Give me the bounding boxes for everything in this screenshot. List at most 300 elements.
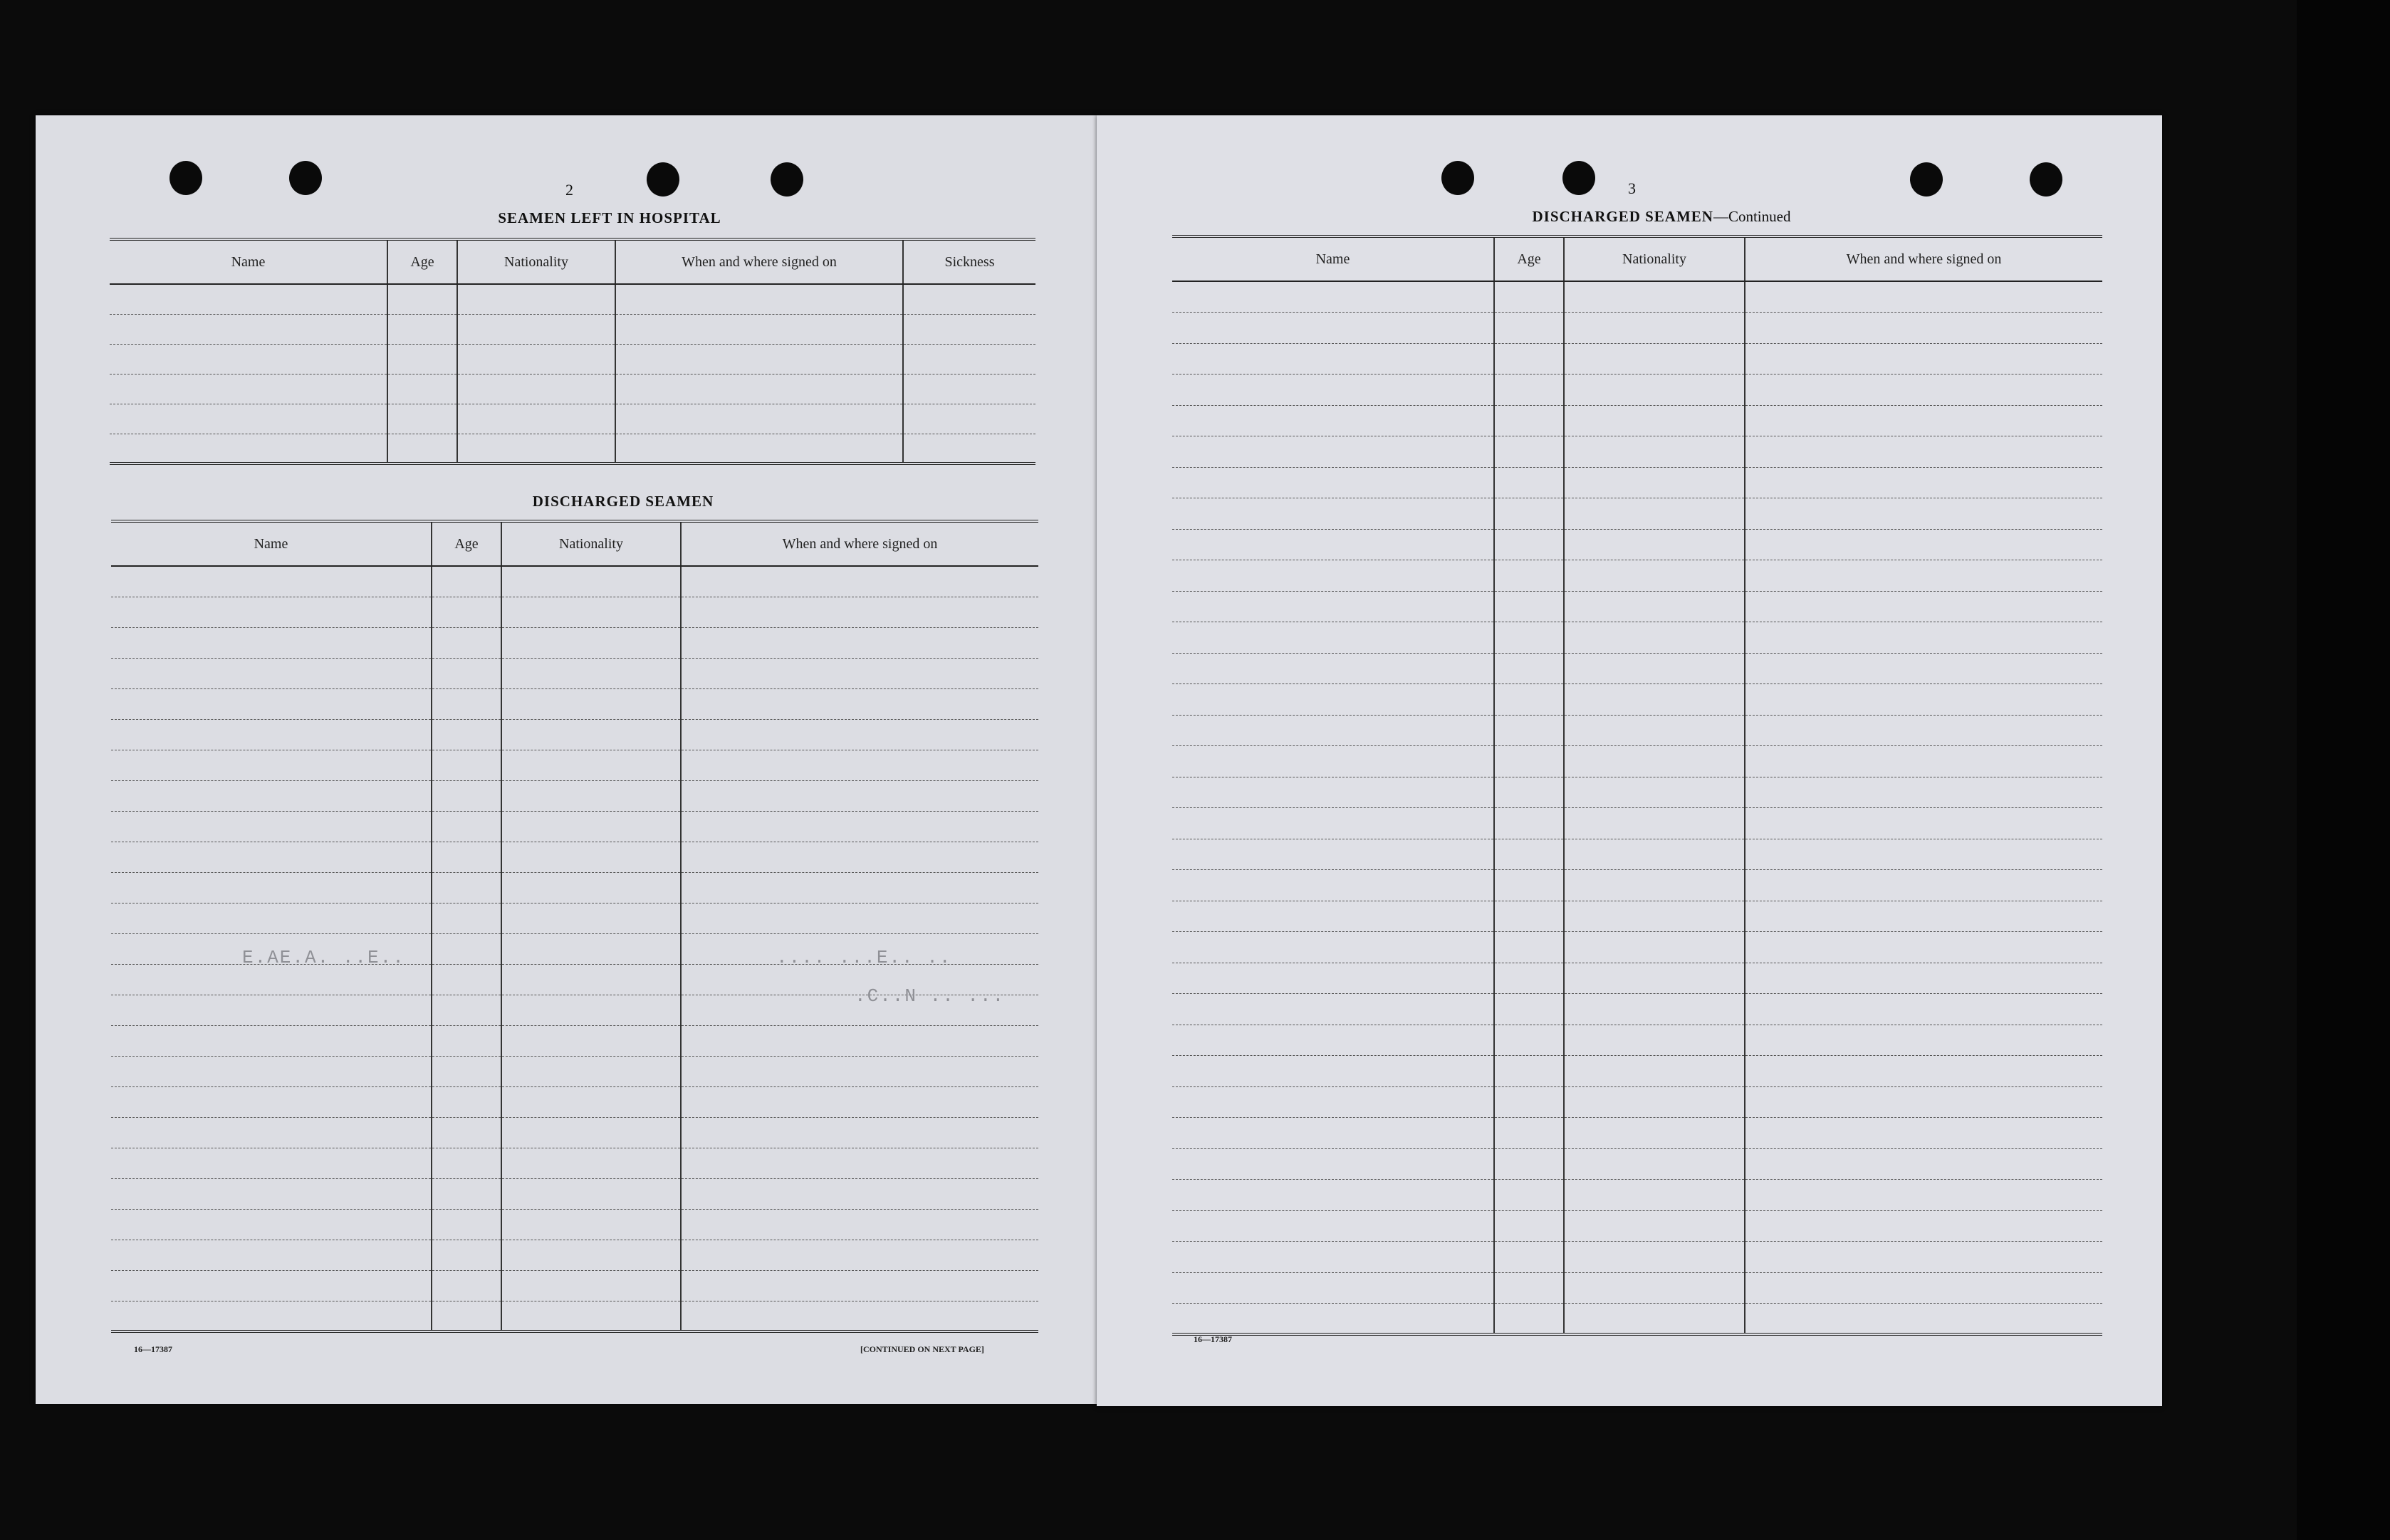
column-header: Sickness [903, 239, 1035, 284]
blank-cell [681, 1117, 1038, 1148]
blank-cell [1564, 1272, 1745, 1304]
blank-cell [111, 1301, 432, 1331]
blank-cell [1745, 498, 2102, 530]
blank-cell [1564, 870, 1745, 901]
blank-cell [1172, 839, 1494, 870]
blank-cell [110, 404, 387, 434]
blank-cell [1494, 1304, 1564, 1335]
discharged-table-left [111, 520, 1038, 1333]
blank-cell [110, 314, 387, 344]
blank-cell [1494, 1148, 1564, 1180]
blank-cell [432, 1178, 501, 1209]
blank-cell [111, 719, 432, 750]
table-row [1172, 1086, 2102, 1118]
blank-cell [111, 1270, 432, 1301]
table-row [111, 1148, 1038, 1178]
blank-cell [1745, 653, 2102, 684]
hospital-section-title: SEAMEN LEFT IN HOSPITAL [498, 209, 721, 226]
blank-cell [1494, 313, 1564, 344]
blank-cell [1494, 436, 1564, 468]
blank-cell [681, 872, 1038, 903]
table-row [111, 1209, 1038, 1240]
blank-cell [1745, 281, 2102, 313]
blank-cell [432, 1240, 501, 1270]
table-row [1172, 591, 2102, 622]
table-row [111, 811, 1038, 842]
blank-cell [681, 1301, 1038, 1331]
blank-cell [681, 780, 1038, 811]
blank-cell [1745, 529, 2102, 560]
faded-entry-text: .... ...E.. .. [776, 947, 952, 968]
table-row [111, 1117, 1038, 1148]
blank-cell [501, 688, 681, 719]
blank-cell [1172, 405, 1494, 436]
table-row [111, 1270, 1038, 1301]
blank-cell [1564, 313, 1745, 344]
blank-cell [1564, 343, 1745, 374]
blank-cell [1494, 901, 1564, 932]
table-row [1172, 1242, 2102, 1273]
blank-cell [501, 658, 681, 688]
blank-cell [501, 1117, 681, 1148]
blank-cell [432, 842, 501, 872]
table-row [111, 872, 1038, 903]
blank-cell [615, 434, 903, 463]
blank-cell [1564, 777, 1745, 808]
blank-cell [1172, 467, 1494, 498]
blank-cell [1494, 591, 1564, 622]
blank-cell [457, 434, 615, 463]
blank-cell [111, 688, 432, 719]
blank-cell [1745, 1118, 2102, 1149]
blank-cell [681, 1178, 1038, 1209]
punch-hole-icon [771, 162, 803, 197]
blank-cell [111, 1148, 432, 1178]
blank-cell [432, 1117, 501, 1148]
blank-cell [1494, 1210, 1564, 1242]
blank-cell [615, 344, 903, 374]
blank-cell [1172, 529, 1494, 560]
blank-cell [1494, 1242, 1564, 1273]
blank-cell [1494, 374, 1564, 406]
table-row [1172, 405, 2102, 436]
blank-cell [1494, 653, 1564, 684]
right-page [1097, 115, 2162, 1406]
blank-cell [903, 404, 1035, 434]
blank-cell [1564, 436, 1745, 468]
blank-cell [1172, 1304, 1494, 1335]
blank-cell [432, 627, 501, 658]
blank-cell [1745, 1180, 2102, 1211]
blank-cell [1172, 963, 1494, 994]
blank-cell [1745, 1272, 2102, 1304]
table-row [111, 780, 1038, 811]
punch-hole-icon [647, 162, 679, 197]
table-row [1172, 622, 2102, 654]
blank-cell [110, 374, 387, 404]
blank-cell [457, 374, 615, 404]
table-row [1172, 839, 2102, 870]
table-row [1172, 343, 2102, 374]
blank-cell [681, 1056, 1038, 1086]
blank-cell [1745, 808, 2102, 839]
blank-cell [1564, 467, 1745, 498]
blank-cell [1745, 932, 2102, 963]
blank-cell [1564, 963, 1745, 994]
blank-cell [1745, 405, 2102, 436]
column-header: Age [387, 239, 457, 284]
blank-cell [1745, 963, 2102, 994]
blank-cell [681, 1209, 1038, 1240]
table-row [1172, 498, 2102, 530]
blank-cell [615, 314, 903, 344]
column-header: When and where signed on [615, 239, 903, 284]
blank-cell [1745, 1242, 2102, 1273]
blank-cell [1172, 715, 1494, 746]
left-page [36, 115, 1097, 1404]
blank-cell [1745, 870, 2102, 901]
blank-cell [111, 1025, 432, 1056]
blank-cell [432, 750, 501, 780]
table-row [110, 404, 1035, 434]
column-header: Age [1494, 236, 1564, 281]
blank-cell [1745, 374, 2102, 406]
continued-note: [CONTINUED ON NEXT PAGE] [860, 1344, 984, 1354]
blank-cell [501, 933, 681, 964]
blank-cell [1564, 405, 1745, 436]
blank-cell [1745, 467, 2102, 498]
blank-cell [111, 566, 432, 597]
table-row [1172, 1025, 2102, 1056]
blank-cell [681, 719, 1038, 750]
blank-cell [681, 842, 1038, 872]
blank-cell [1564, 591, 1745, 622]
discharged-title-text: DISCHARGED SEAMEN [1532, 208, 1713, 225]
blank-cell [387, 404, 457, 434]
blank-cell [1745, 715, 2102, 746]
column-header: Nationality [457, 239, 615, 284]
blank-cell [1494, 1025, 1564, 1056]
blank-cell [457, 284, 615, 314]
blank-cell [432, 1025, 501, 1056]
blank-cell [681, 750, 1038, 780]
table-row [111, 719, 1038, 750]
table-row [1172, 963, 2102, 994]
blank-cell [432, 658, 501, 688]
blank-cell [501, 1148, 681, 1178]
discharged-continued-title [1458, 208, 1864, 226]
table-row [1172, 1148, 2102, 1180]
blank-cell [681, 597, 1038, 627]
blank-cell [111, 597, 432, 627]
blank-cell [501, 566, 681, 597]
blank-cell [432, 811, 501, 842]
table-row [111, 1301, 1038, 1331]
blank-cell [681, 1086, 1038, 1117]
blank-cell [387, 284, 457, 314]
blank-cell [1564, 1242, 1745, 1273]
punch-hole-icon [1562, 161, 1595, 195]
blank-cell [432, 1270, 501, 1301]
blank-cell [1172, 777, 1494, 808]
blank-cell [1564, 1304, 1745, 1335]
blank-cell [1172, 436, 1494, 468]
table-row [111, 627, 1038, 658]
blank-cell [1172, 1118, 1494, 1149]
blank-cell [1745, 591, 2102, 622]
blank-cell [1564, 560, 1745, 592]
blank-cell [501, 1209, 681, 1240]
blank-cell [111, 1086, 432, 1117]
column-header: When and where signed on [1745, 236, 2102, 281]
blank-cell [501, 750, 681, 780]
blank-cell [1494, 684, 1564, 716]
faded-entry-text: .C..N .. ... [855, 985, 1006, 1007]
blank-cell [432, 872, 501, 903]
blank-cell [1172, 1025, 1494, 1056]
table-row [1172, 1272, 2102, 1304]
discharged-title-suffix: —Continued [1713, 208, 1791, 225]
blank-cell [1494, 1086, 1564, 1118]
table-row [111, 566, 1038, 597]
blank-cell [1494, 1272, 1564, 1304]
blank-cell [1745, 684, 2102, 716]
table-row [1172, 1056, 2102, 1087]
blank-cell [1172, 560, 1494, 592]
blank-cell [432, 1086, 501, 1117]
table-row [1172, 467, 2102, 498]
blank-cell [501, 719, 681, 750]
blank-cell [1494, 343, 1564, 374]
scanner-background-strip [2297, 0, 2390, 1540]
column-header: Nationality [501, 521, 681, 566]
blank-cell [1494, 777, 1564, 808]
blank-cell [681, 658, 1038, 688]
blank-cell [681, 1270, 1038, 1301]
column-header: When and where signed on [681, 521, 1038, 566]
blank-cell [1745, 1210, 2102, 1242]
blank-cell [615, 404, 903, 434]
table-row [1172, 436, 2102, 468]
blank-cell [432, 964, 501, 995]
blank-cell [1172, 1242, 1494, 1273]
blank-cell [1172, 1272, 1494, 1304]
form-number: 16—17387 [134, 1344, 172, 1354]
blank-cell [387, 434, 457, 463]
blank-cell [1494, 932, 1564, 963]
blank-cell [110, 284, 387, 314]
blank-cell [1745, 839, 2102, 870]
table-row [111, 1240, 1038, 1270]
blank-cell [681, 811, 1038, 842]
blank-cell [501, 903, 681, 933]
blank-cell [111, 872, 432, 903]
table-row [1172, 684, 2102, 716]
blank-cell [1745, 746, 2102, 777]
blank-cell [501, 597, 681, 627]
blank-cell [1745, 436, 2102, 468]
blank-cell [501, 1086, 681, 1117]
table-row [111, 1025, 1038, 1056]
table-row [1172, 1210, 2102, 1242]
blank-cell [1494, 498, 1564, 530]
punch-hole-icon [2030, 162, 2062, 197]
blank-cell [1494, 715, 1564, 746]
table-row [1172, 313, 2102, 344]
blank-cell [1745, 622, 2102, 654]
blank-cell [1564, 901, 1745, 932]
blank-cell [432, 688, 501, 719]
blank-cell [501, 872, 681, 903]
blank-cell [501, 627, 681, 658]
table-row [1172, 374, 2102, 406]
blank-cell [457, 344, 615, 374]
table-row [1172, 653, 2102, 684]
blank-cell [1172, 591, 1494, 622]
blank-cell [1564, 1086, 1745, 1118]
blank-cell [432, 933, 501, 964]
blank-cell [1494, 870, 1564, 901]
table-row [111, 1086, 1038, 1117]
table-row [1172, 994, 2102, 1025]
blank-cell [457, 404, 615, 434]
blank-cell [432, 903, 501, 933]
blank-cell [111, 903, 432, 933]
column-header: Name [111, 521, 432, 566]
faded-entry-text: E.AE.A. ..E.. [242, 947, 405, 968]
table-row [1172, 870, 2102, 901]
blank-cell [111, 780, 432, 811]
blank-cell [615, 284, 903, 314]
blank-cell [1745, 313, 2102, 344]
blank-cell [1172, 1210, 1494, 1242]
blank-cell [1494, 994, 1564, 1025]
blank-cell [1172, 746, 1494, 777]
blank-cell [1172, 994, 1494, 1025]
blank-cell [432, 780, 501, 811]
table-row [110, 284, 1035, 314]
column-header: Nationality [1564, 236, 1745, 281]
blank-cell [387, 344, 457, 374]
blank-cell [1745, 560, 2102, 592]
blank-cell [1172, 1180, 1494, 1211]
table-row [1172, 715, 2102, 746]
blank-cell [111, 995, 432, 1025]
column-header: Name [1172, 236, 1494, 281]
blank-cell [501, 1270, 681, 1301]
blank-cell [1564, 994, 1745, 1025]
blank-cell [432, 1301, 501, 1331]
blank-cell [1564, 281, 1745, 313]
blank-cell [681, 566, 1038, 597]
table-row [111, 658, 1038, 688]
blank-cell [1745, 343, 2102, 374]
blank-cell [501, 995, 681, 1025]
blank-cell [1564, 1025, 1745, 1056]
page-number: 3 [1628, 179, 1636, 197]
column-header: Name [110, 239, 387, 284]
blank-cell [387, 314, 457, 344]
blank-cell [1172, 684, 1494, 716]
blank-cell [1745, 1056, 2102, 1087]
hospital-table [110, 238, 1035, 465]
blank-cell [501, 1301, 681, 1331]
blank-cell [432, 1148, 501, 1178]
blank-cell [903, 344, 1035, 374]
blank-cell [1494, 405, 1564, 436]
blank-cell [1564, 932, 1745, 963]
blank-cell [1172, 870, 1494, 901]
blank-cell [1172, 498, 1494, 530]
table-row [111, 688, 1038, 719]
blank-cell [1172, 1086, 1494, 1118]
table-row [111, 842, 1038, 872]
blank-cell [111, 750, 432, 780]
blank-cell [501, 780, 681, 811]
blank-cell [110, 344, 387, 374]
blank-cell [432, 566, 501, 597]
blank-cell [501, 842, 681, 872]
blank-cell [111, 1178, 432, 1209]
blank-cell [501, 1056, 681, 1086]
blank-cell [1564, 374, 1745, 406]
blank-cell [1172, 343, 1494, 374]
blank-cell [1172, 1056, 1494, 1087]
blank-cell [681, 1148, 1038, 1178]
discharged-table-right [1172, 235, 2102, 1336]
blank-cell [1494, 808, 1564, 839]
blank-cell [681, 1025, 1038, 1056]
blank-cell [1745, 1025, 2102, 1056]
blank-cell [501, 964, 681, 995]
blank-cell [501, 1240, 681, 1270]
blank-cell [1494, 281, 1564, 313]
table-row [111, 903, 1038, 933]
table-row [1172, 1180, 2102, 1211]
table-row [1172, 529, 2102, 560]
blank-cell [1494, 839, 1564, 870]
blank-cell [1172, 374, 1494, 406]
table-row [110, 434, 1035, 463]
discharged-section-title: DISCHARGED SEAMEN [532, 493, 714, 510]
table-row [1172, 1118, 2102, 1149]
blank-cell [1564, 529, 1745, 560]
punch-hole-icon [1910, 162, 1943, 197]
blank-cell [1564, 498, 1745, 530]
punch-hole-icon [289, 161, 322, 195]
blank-cell [111, 964, 432, 995]
blank-cell [432, 1056, 501, 1086]
punch-hole-icon [169, 161, 202, 195]
table-row [110, 314, 1035, 344]
blank-cell [1172, 1148, 1494, 1180]
blank-cell [1494, 1118, 1564, 1149]
blank-cell [1494, 622, 1564, 654]
blank-cell [432, 995, 501, 1025]
blank-cell [1745, 777, 2102, 808]
blank-cell [1494, 529, 1564, 560]
table-row [1172, 901, 2102, 932]
blank-cell [1494, 1180, 1564, 1211]
blank-cell [681, 1240, 1038, 1270]
blank-cell [457, 314, 615, 344]
blank-cell [501, 1178, 681, 1209]
table-row [1172, 932, 2102, 963]
table-row [111, 1178, 1038, 1209]
table-row [110, 374, 1035, 404]
table-row [111, 750, 1038, 780]
blank-cell [1745, 901, 2102, 932]
